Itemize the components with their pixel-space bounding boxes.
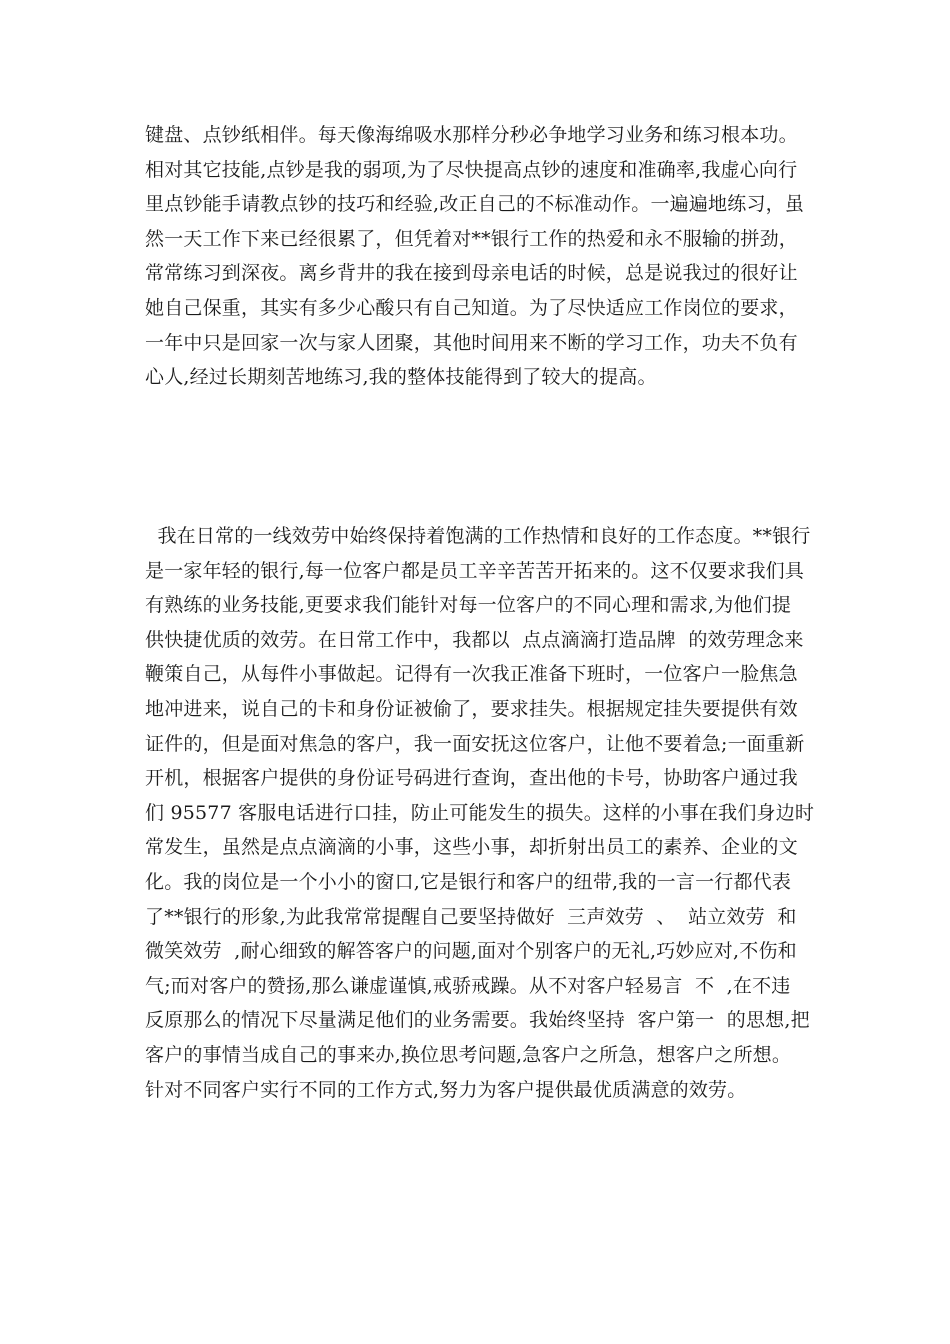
text-line: 反原那么的情况下尽量满足他们的业务需要。我始终坚持 客户第一 的思想,把	[145, 1009, 810, 1032]
text-line: 地冲进来，说自己的卡和身份证被偷了，要求挂失。根据规定挂失要提供有效	[145, 697, 798, 720]
text-line: 一年中只是回家一次与家人团聚，其他时间用来不断的学习工作，功夫不负有	[145, 331, 798, 354]
paragraph-service-attitude	[145, 519, 825, 1107]
text-line: 键盘、点钞纸相伴。每天像海绵吸水那样分秒必争地学习业务和练习根本功。	[145, 124, 798, 146]
text-line: 她自己保重，其实有多少心酸只有自己知道。为了尽快适应工作岗位的要求，	[145, 296, 798, 319]
text-line: 供快捷优质的效劳。在日常工作中，我都以 点点滴滴打造品牌 的效劳理念来	[145, 628, 804, 651]
text-line: 心人,经过长期刻苦地练习,我的整体技能得到了较大的提高。	[145, 366, 657, 389]
text-line: 客户的事情当成自己的事来办,换位思考问题,急客户之所急，想客户之所想。	[145, 1043, 792, 1066]
text-line: 们 95577 客服电话进行口挂，防止可能发生的损失。这样的小事在我们身边时	[145, 801, 815, 824]
text-line: 相对其它技能,点钞是我的弱项,为了尽快提高点钞的速度和准确率,我虚心向行	[145, 158, 798, 181]
text-line: 有熟练的业务技能,更要求我们能针对每一位客户的不同心理和需求,为他们提	[145, 594, 792, 617]
text-line: 了**银行的形象,为此我常常提醒自己要坚持做好 三声效劳 、 站立效劳 和	[145, 905, 797, 928]
text-line: 然一天工作下来已经很累了，但凭着对**银行工作的热爱和永不服输的拼劲，	[145, 227, 799, 250]
text-line: 证件的，但是面对焦急的客户，我一面安抚这位客户，让他不要着急;一面重新	[145, 732, 805, 755]
text-line: 我在日常的一线效劳中始终保持着饱满的工作热情和良好的工作态度。**银行	[145, 525, 811, 547]
text-line: 开机，根据客户提供的身份证号码进行查询，查出他的卡号，协助客户通过我	[145, 767, 798, 790]
text-line: 微笑效劳 ,耐心细致的解答客户的问题,面对个别客户的无礼,巧妙应对,不伤和	[145, 940, 797, 963]
text-line: 是一家年轻的银行,每一位客户都是员工辛辛苦苦开拓来的。这不仅要求我们具	[145, 559, 805, 582]
text-line: 里点钞能手请教点钞的技巧和经验,改正自己的不标准动作。一遍遍地练习，虽	[145, 193, 805, 216]
text-line: 常常练习到深夜。离乡背井的我在接到母亲电话的时候，总是说我过的很好让	[145, 262, 798, 285]
text-line: 气;而对客户的赞扬,那么谦虚谨慎,戒骄戒躁。从不对客户轻易言 不 ,在不违	[145, 974, 791, 997]
text-line: 常发生，虽然是点点滴滴的小事，这些小事，却折射出员工的素养、企业的文	[145, 836, 798, 859]
paragraph-skills-practice	[145, 118, 825, 395]
text-line: 鞭策自己，从每件小事做起。记得有一次我正准备下班时，一位客户一脸焦急	[145, 663, 798, 686]
text-line: 针对不同客户实行不同的工作方式,努力为客户提供最优质满意的效劳。	[145, 1078, 747, 1101]
text-line: 化。我的岗位是一个小小的窗口,它是银行和客户的纽带,我的一言一行都代表	[145, 870, 792, 893]
